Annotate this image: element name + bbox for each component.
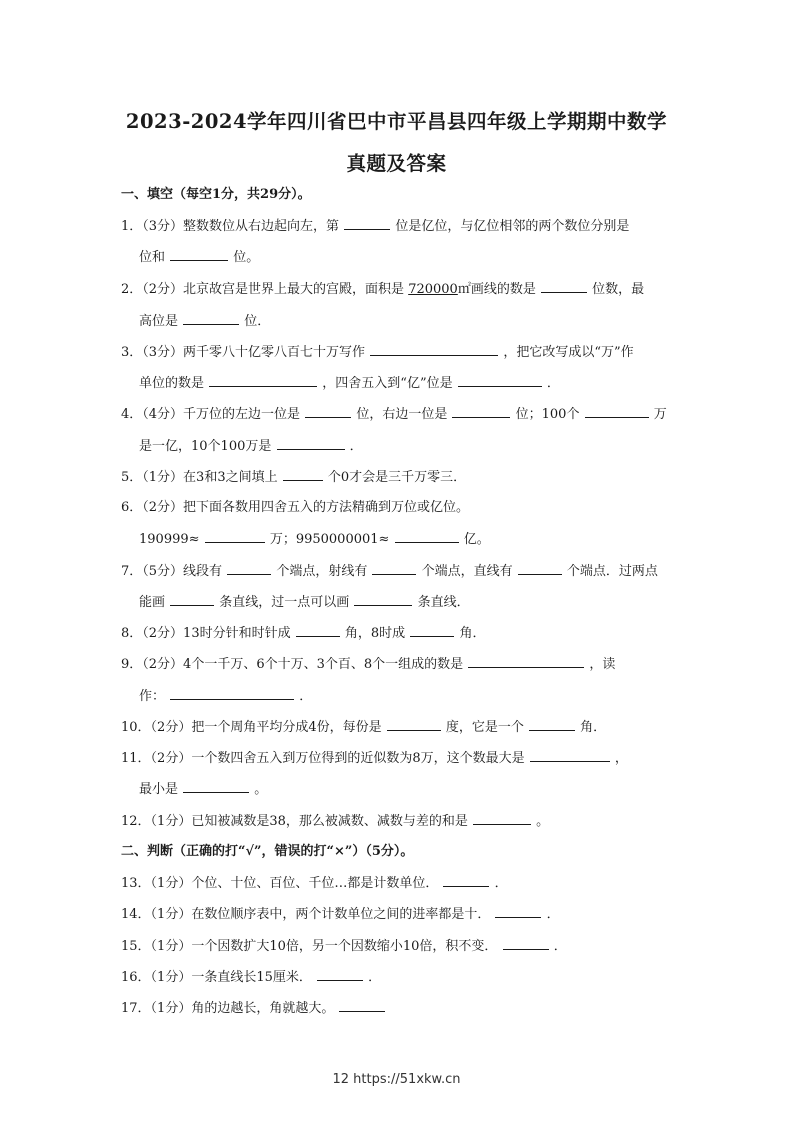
answer-blank[interactable] [227, 562, 271, 575]
question-text: 位是亿位，与亿位相邻的两个数位分别是 [395, 219, 630, 234]
question-text: 位． [244, 314, 271, 329]
question-text: 个端点，射线有 [276, 564, 368, 579]
question-15 [121, 937, 567, 956]
question-text: 7．（5分）线段有 [121, 564, 223, 579]
question-4 [121, 405, 667, 424]
answer-blank[interactable] [468, 655, 584, 668]
question-text: ，读 [589, 657, 616, 672]
question-text: 个端点．过两点 [566, 564, 658, 579]
question-text: ． [546, 376, 560, 391]
answer-blank[interactable] [395, 530, 459, 543]
question-text: 1．（3分）整数数位从右边起向左，第 [121, 219, 340, 234]
question-6: 6．（2分）把下面各数用四舍五入的方法精确到万位或亿位。 [121, 500, 470, 515]
question-text: 位数，最 [592, 282, 645, 297]
question-2-cont [139, 312, 270, 331]
answer-blank[interactable] [410, 624, 454, 637]
question-text: ． [553, 939, 567, 954]
question-text: ． [546, 907, 560, 922]
question-text: 4．（4分）千万位的左边一位是 [121, 407, 301, 422]
question-1-cont [139, 248, 259, 267]
answer-blank[interactable] [541, 280, 587, 293]
question-7 [121, 562, 658, 581]
answer-blank[interactable] [339, 999, 385, 1012]
question-13 [121, 874, 508, 893]
question-16 [121, 968, 381, 987]
answer-blank[interactable] [530, 749, 610, 762]
question-text: 单位的数是 [139, 376, 205, 391]
question-2 [121, 280, 644, 299]
question-7-cont [139, 593, 470, 612]
question-text: 角，8时成 [344, 626, 406, 641]
section-heading-fill: 一、填空（每空1分，共29分）。 [121, 187, 311, 202]
question-text: 条直线，过一点可以画 [219, 595, 350, 610]
question-9-cont [139, 687, 312, 706]
question-text: ． [368, 970, 382, 985]
answer-blank[interactable] [205, 530, 265, 543]
answer-blank[interactable] [317, 968, 363, 981]
page-footer: 12 https://51xkw.cn [332, 1072, 461, 1087]
question-12 [121, 812, 549, 831]
question-text: 万；9950000001≈ [269, 532, 390, 547]
question-text: 8．（2分）13时分针和时针成 [121, 626, 291, 641]
answer-blank[interactable] [387, 718, 441, 731]
question-text: 11．（2分）一个数四舍五入到万位得到的近似数为8万，这个数最大是 [121, 751, 525, 766]
question-4-cont [139, 437, 363, 456]
question-3 [121, 343, 634, 362]
question-text: 角． [459, 626, 486, 641]
question-text: 。 [254, 782, 268, 797]
answer-blank[interactable] [283, 468, 323, 481]
page-title: 2023-2024学年四川省巴中市平昌县四年级上学期期中数学 [125, 110, 668, 133]
question-text: 3．（3分）两千零八十亿零八百七十万写作 [121, 345, 366, 360]
answer-blank[interactable] [458, 374, 542, 387]
question-text: 16．（1分）一条直线长15厘米． [121, 970, 312, 985]
question-text: 角． [580, 720, 607, 735]
answer-blank[interactable] [344, 217, 390, 230]
question-text: 12．（1分）已知被减数是38，那么被减数、减数与差的和是 [121, 814, 468, 829]
answer-blank[interactable] [443, 874, 489, 887]
question-6-cont [139, 530, 490, 549]
question-text: ，把它改写成以“万”作 [503, 345, 634, 360]
question-text: 个端点，直线有 [421, 564, 513, 579]
question-text: 17．（1分）角的边越长，角就越大。 [121, 1001, 335, 1016]
question-text: 9．（2分）4个一千万、6个十万、3个百、8个一组成的数是 [121, 657, 464, 672]
question-text: 画线的数是 [470, 282, 536, 297]
question-text: 10．（2分）把一个周角平均分成4份，每份是 [121, 720, 382, 735]
question-text: ． [349, 439, 363, 454]
question-9 [121, 655, 615, 674]
question-text: 作： [139, 689, 166, 704]
question-text: 14．（1分）在数位顺序表中，两个计数单位之间的进率都是十． [121, 907, 491, 922]
question-8 [121, 624, 485, 643]
question-text: 5．（1分）在3和3之间填上 [121, 470, 278, 485]
question-text: ． [494, 876, 508, 891]
question-11-cont [139, 780, 267, 799]
question-text: 是一亿，10个100万是 [139, 439, 272, 454]
question-text: 190999≈ [139, 532, 200, 547]
question-5 [121, 468, 466, 487]
answer-blank[interactable] [170, 248, 228, 261]
question-1 [121, 217, 629, 236]
answer-blank[interactable] [183, 312, 239, 325]
answer-blank[interactable] [518, 562, 562, 575]
answer-blank[interactable] [372, 562, 416, 575]
page-subtitle: 真题及答案 [346, 152, 447, 175]
answer-blank[interactable] [495, 905, 541, 918]
section-heading-judge: 二、判断（正确的打“√”，错误的打“×”）（5分）。 [121, 844, 414, 859]
question-text: 。 [536, 814, 550, 829]
question-text: 最小是 [139, 782, 179, 797]
answer-blank[interactable] [503, 937, 549, 950]
answer-blank[interactable] [585, 405, 649, 418]
question-text: 位和 [139, 250, 166, 265]
question-text: 度，它是一个 [445, 720, 524, 735]
area-unit: ㎡ [457, 282, 471, 297]
question-text: 高位是 [139, 314, 179, 329]
underlined-number: 720000 [408, 282, 458, 297]
question-text: 亿。 [463, 532, 490, 547]
answer-blank[interactable] [370, 343, 498, 356]
answer-blank[interactable] [305, 405, 351, 418]
question-text: 万 [653, 407, 667, 422]
question-text: 位；100个 [515, 407, 580, 422]
answer-blank[interactable] [529, 718, 575, 731]
question-text: 15．（1分）一个因数扩大10倍，另一个因数缩小10倍，积不变． [121, 939, 498, 954]
question-text: ， [614, 751, 628, 766]
answer-blank[interactable] [296, 624, 340, 637]
answer-blank[interactable] [170, 687, 294, 700]
question-text: 条直线． [417, 595, 470, 610]
question-10 [121, 718, 606, 737]
answer-blank[interactable] [170, 593, 214, 606]
question-text: 个0才会是三千万零三． [327, 470, 467, 485]
question-text: 2．（2分）北京故宫是世界上最大的宫殿，面积是 [121, 282, 405, 297]
question-text: ． [299, 689, 313, 704]
question-17 [121, 999, 386, 1018]
answer-blank[interactable] [473, 812, 531, 825]
answer-blank[interactable] [452, 405, 510, 418]
question-text: ，四舍五入到“亿”位是 [322, 376, 453, 391]
answer-blank[interactable] [183, 780, 249, 793]
question-11 [121, 749, 628, 768]
answer-blank[interactable] [277, 437, 345, 450]
question-text: 13．（1分）个位、十位、百位、千位…都是计数单位． [121, 876, 439, 891]
question-text: 能画 [139, 595, 166, 610]
answer-blank[interactable] [354, 593, 412, 606]
question-14 [121, 905, 560, 924]
question-3-cont [139, 374, 560, 393]
question-text: 位，右边一位是 [356, 407, 448, 422]
question-text: 位。 [233, 250, 260, 265]
answer-blank[interactable] [209, 374, 317, 387]
